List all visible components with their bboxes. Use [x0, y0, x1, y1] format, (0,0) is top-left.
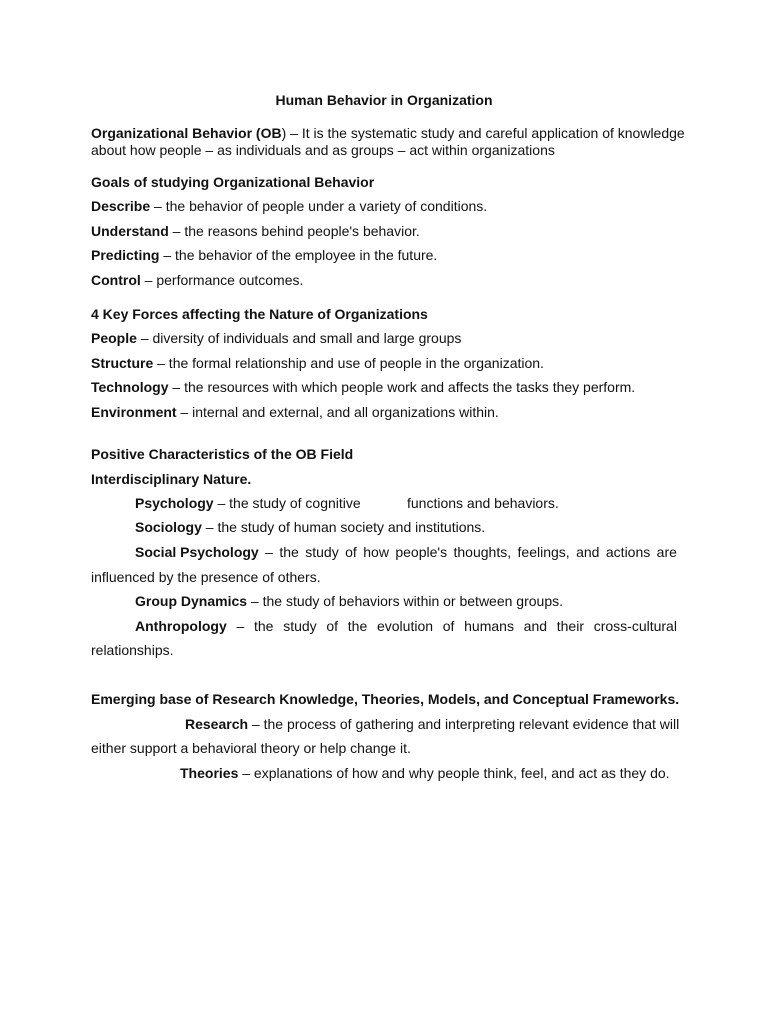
- force-item: Technology – the resources with which people work and affects the tasks they perform.: [91, 379, 636, 395]
- anthropology-item: Anthropology – the study of the evolution of humans and their cross-cultural: [135, 618, 677, 634]
- group-dynamics-item: Group Dynamics – the study of behaviors within or between groups.: [135, 593, 563, 609]
- definition-line-2: about how people – as individuals and as groups – act within organizations: [91, 142, 555, 158]
- force-item: Environment – internal and external, and all organizations within.: [91, 404, 499, 420]
- positive-heading: Positive Characteristics of the OB Field: [91, 446, 354, 462]
- document-title: Human Behavior in Organization: [275, 92, 493, 108]
- sociology-item: Sociology – the study of human society and institutions.: [135, 519, 486, 535]
- anthropology-cont: relationships.: [91, 642, 174, 658]
- goal-item: Control – performance outcomes.: [91, 272, 304, 288]
- emerging-heading: Emerging base of Research Knowledge, Theories, Models, and Conceptual Frameworks.: [91, 691, 680, 707]
- goal-item: Describe – the behavior of people under a variety of conditions.: [91, 198, 488, 214]
- goals-heading: Goals of studying Organizational Behavior: [91, 174, 375, 190]
- force-item: People – diversity of individuals and small and large groups: [91, 330, 462, 346]
- research-cont: either support a behavioral theory or help change it.: [91, 740, 411, 756]
- force-item: Structure – the formal relationship and use of people in the organization.: [91, 355, 544, 371]
- definition-line-1: Organizational Behavior (OB) – It is the systematic study and careful application of knowledge: [91, 125, 685, 141]
- forces-heading: 4 Key Forces affecting the Nature of Organizations: [91, 306, 428, 322]
- interdisciplinary-heading: Interdisciplinary Nature.: [91, 471, 252, 487]
- social-psychology-item: Social Psychology – the study of how people's thoughts, feelings, and actions are: [135, 544, 677, 560]
- psychology-item-cont: functions and behaviors.: [407, 495, 559, 511]
- theories-item: Theories – explanations of how and why people think, feel, and act as they do.: [180, 765, 670, 781]
- research-item: Research – the process of gathering and interpreting relevant evidence that will: [185, 716, 680, 732]
- goal-item: Understand – the reasons behind people's behavior.: [91, 223, 420, 239]
- definition-term: Organizational Behavior (OB: [91, 125, 282, 141]
- social-psychology-cont: influenced by the presence of others.: [91, 569, 321, 585]
- goal-item: Predicting – the behavior of the employee in the future.: [91, 247, 438, 263]
- psychology-item: Psychology – the study of cognitive: [135, 495, 361, 511]
- definition-text: – It is the systematic study and careful application of knowledge: [286, 125, 685, 141]
